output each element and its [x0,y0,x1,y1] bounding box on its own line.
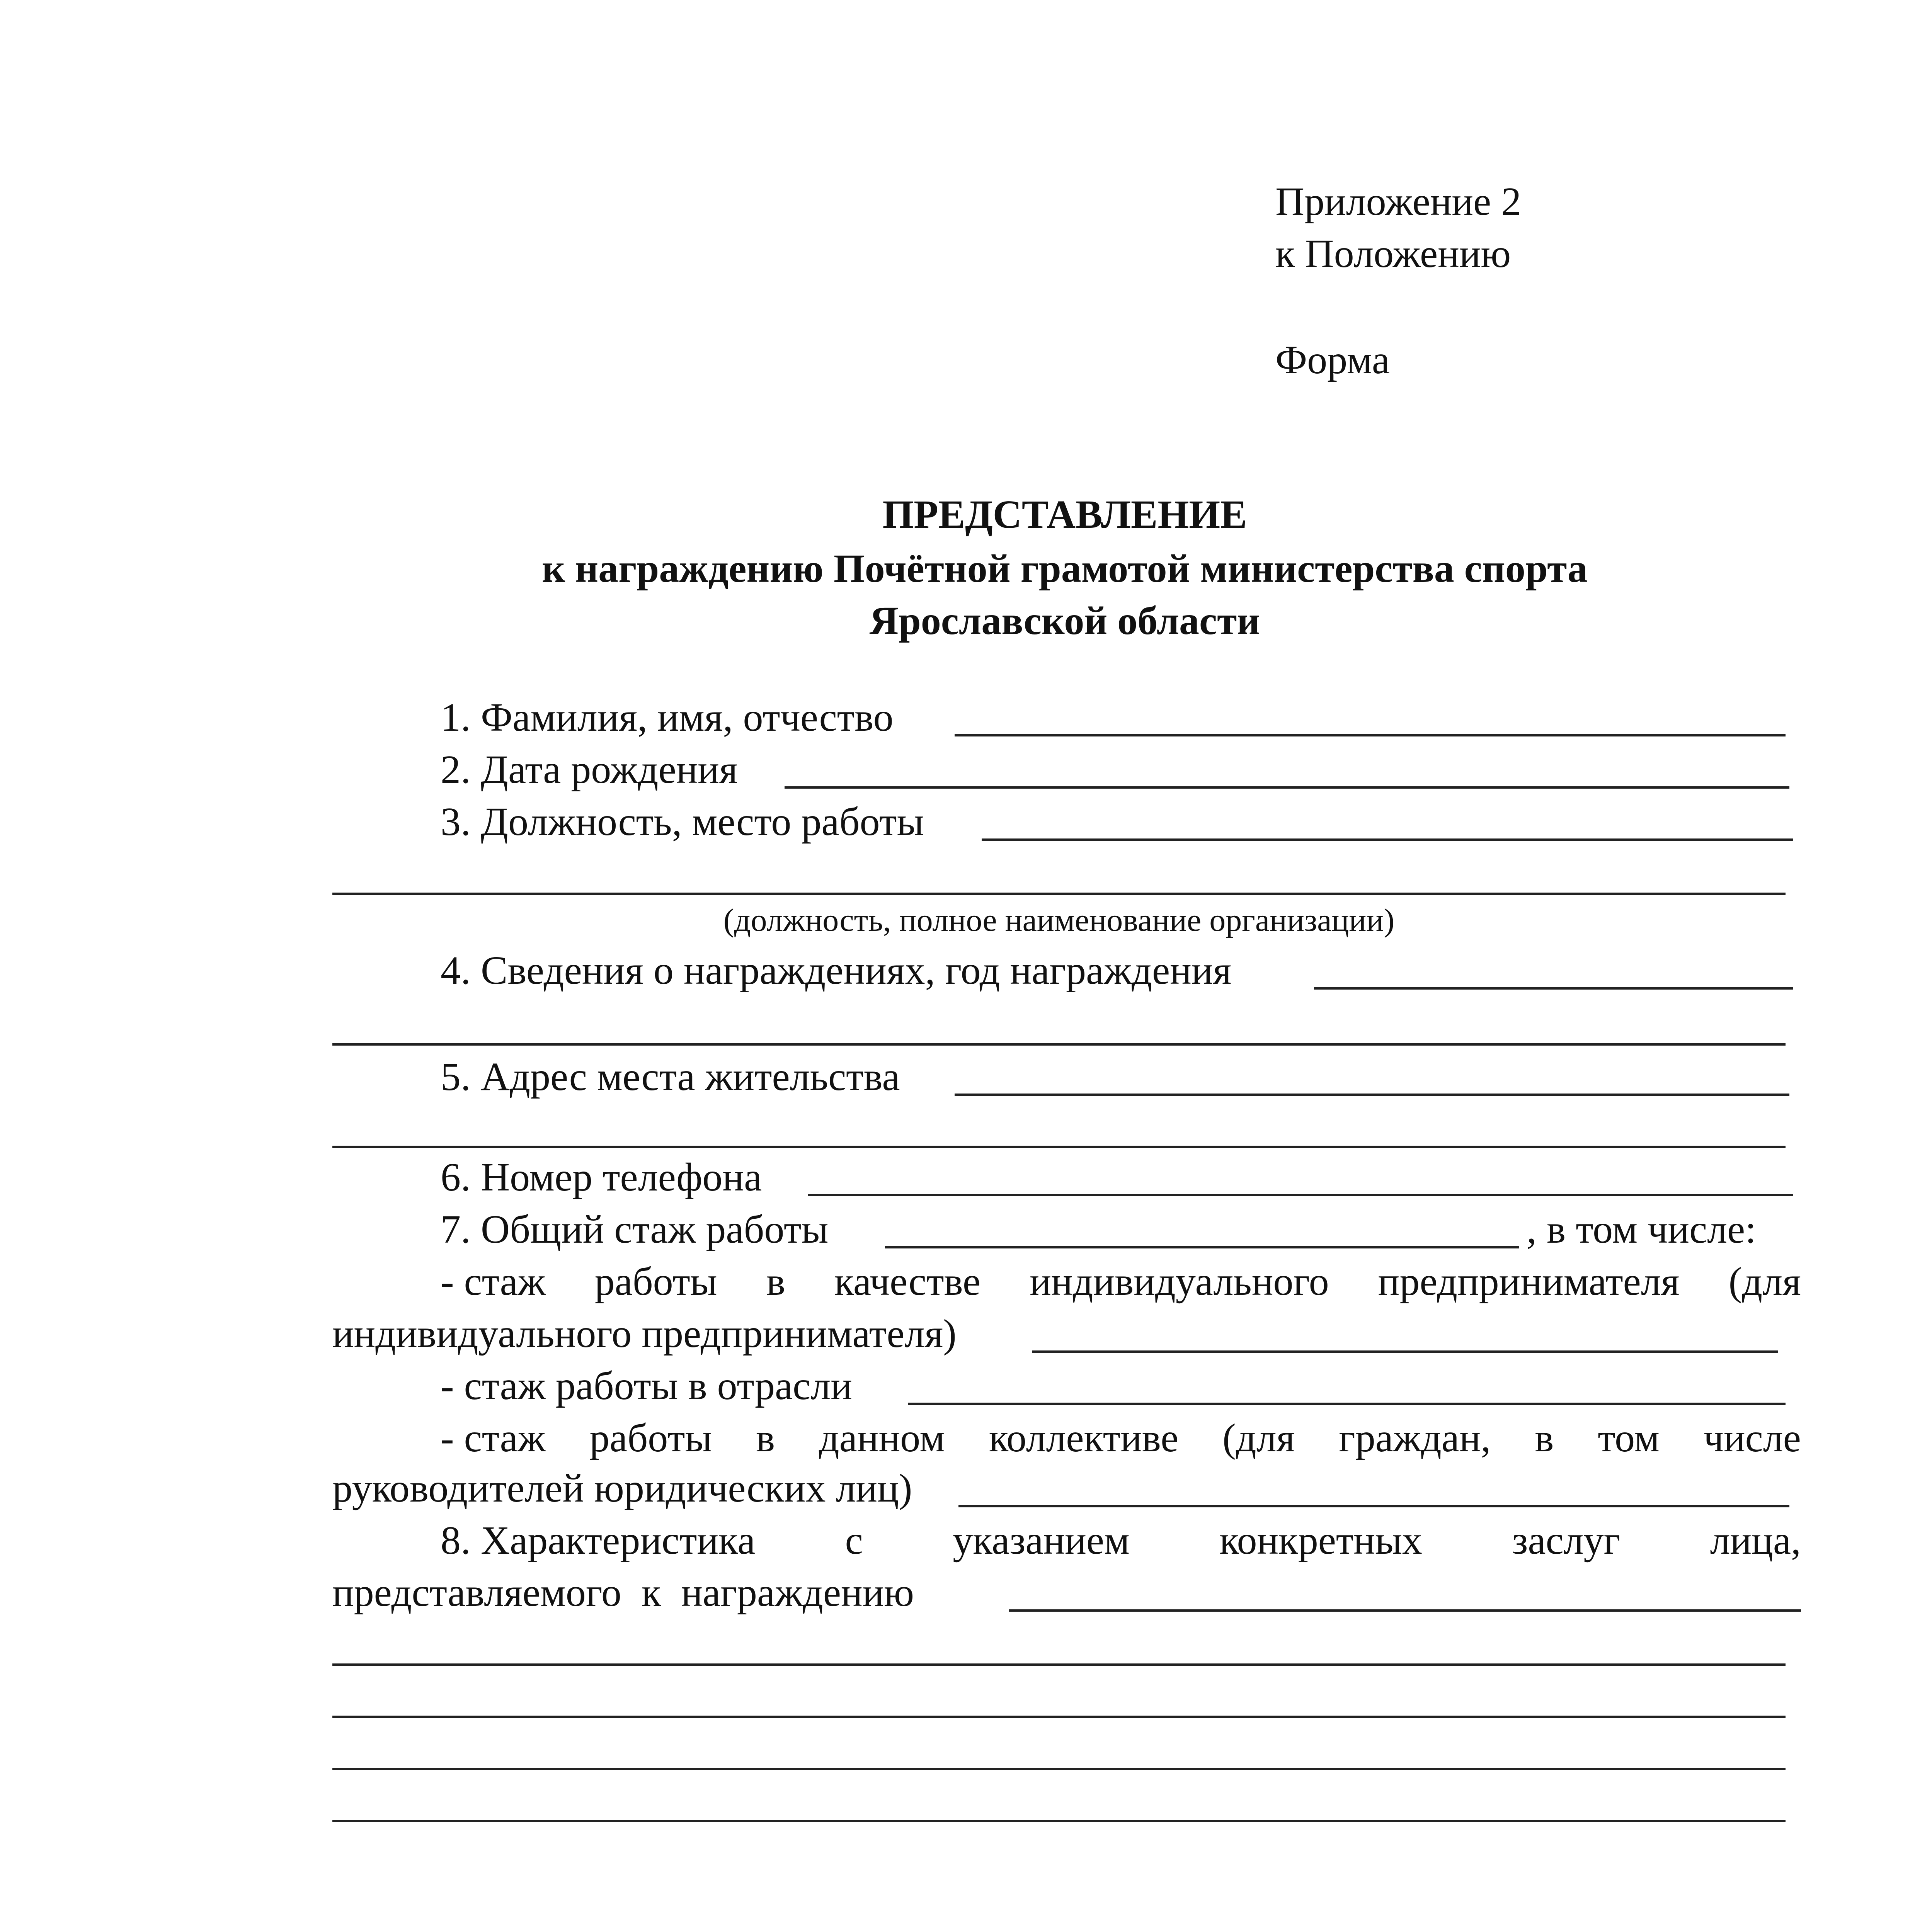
document-title: ПРЕДСТАВЛЕНИЕ [882,492,1247,537]
field-phone-label: 6. Номер телефона [441,1155,762,1199]
team-experience-label: руководителей юридических лиц) [332,1466,912,1510]
characteristic-line-2[interactable] [332,1663,1786,1666]
field-total-experience-label: 7. Общий стаж работы [441,1207,829,1252]
word: предпринимателя [1378,1259,1680,1304]
industry-experience-line[interactable] [908,1403,1786,1405]
awards-line-2[interactable] [332,1043,1786,1046]
entrepreneur-experience-label: индивидуального предпринимателя) [332,1311,957,1356]
team-experience-line[interactable] [958,1505,1789,1507]
word: в [756,1416,775,1460]
word: числе [1703,1416,1801,1460]
word: индивидуального [1030,1259,1329,1304]
word: работы [589,1416,712,1460]
awards-line[interactable] [1314,987,1793,990]
characteristic-line[interactable] [1009,1609,1801,1612]
word: работы [594,1259,717,1304]
field-awards-label: 4. Сведения о награждениях, год награждения [441,948,1232,993]
word: 8. Характеристика [441,1518,756,1563]
word: лица, [1710,1518,1801,1563]
word: (для [1222,1416,1295,1460]
word: коллективе [989,1416,1179,1460]
field-address-label: 5. Адрес места жительства [441,1054,900,1099]
characteristic-line-4[interactable] [332,1768,1786,1770]
word: - стаж [441,1416,546,1460]
word: качестве [834,1259,981,1304]
word: заслуг [1512,1518,1621,1563]
document-subtitle-region: Ярославской области [869,599,1260,643]
word: том [1598,1416,1660,1460]
position-line[interactable] [982,838,1793,841]
characteristic-line-5[interactable] [332,1820,1786,1822]
appendix-label: Приложение 2 [1275,179,1522,224]
field-birth-date-label: 2. Дата рождения [441,747,738,792]
word: (для [1728,1259,1801,1304]
word: - стаж [441,1259,546,1304]
phone-line[interactable] [808,1194,1793,1196]
field-position-label: 3. Должность, место работы [441,799,924,844]
industry-experience-label: - стаж работы в отрасли [441,1364,852,1408]
total-experience-suffix: , в том числе: [1527,1207,1757,1252]
address-line[interactable] [955,1094,1789,1096]
total-experience-line[interactable] [885,1246,1519,1248]
field-full-name-label: 1. Фамилия, имя, отчество [441,695,894,740]
word: конкретных [1219,1518,1422,1563]
regulation-label: к Положению [1275,231,1511,276]
team-experience-line-1 [441,1418,1801,1458]
full-name-line[interactable] [955,734,1786,736]
address-line-2[interactable] [332,1146,1786,1148]
word: в [1535,1416,1554,1460]
word: данном [819,1416,945,1460]
word: в [766,1259,785,1304]
characteristic-line-1 [441,1520,1801,1561]
word: с [845,1518,863,1563]
position-hint: (должность, полное наименование организации) [723,902,1395,938]
characteristic-label: представляемого к награждению [332,1570,914,1615]
characteristic-line-3[interactable] [332,1716,1786,1718]
birth-date-line[interactable] [785,786,1789,789]
entrepreneur-experience-line-1 [441,1259,1801,1304]
word: граждан, [1339,1416,1491,1460]
document-subtitle: к награждению Почётной грамотой министерства спорта [542,546,1588,591]
position-line-2[interactable] [332,893,1786,895]
word: указанием [953,1518,1130,1563]
entrepreneur-experience-line[interactable] [1032,1350,1778,1353]
form-label: Форма [1275,338,1390,382]
